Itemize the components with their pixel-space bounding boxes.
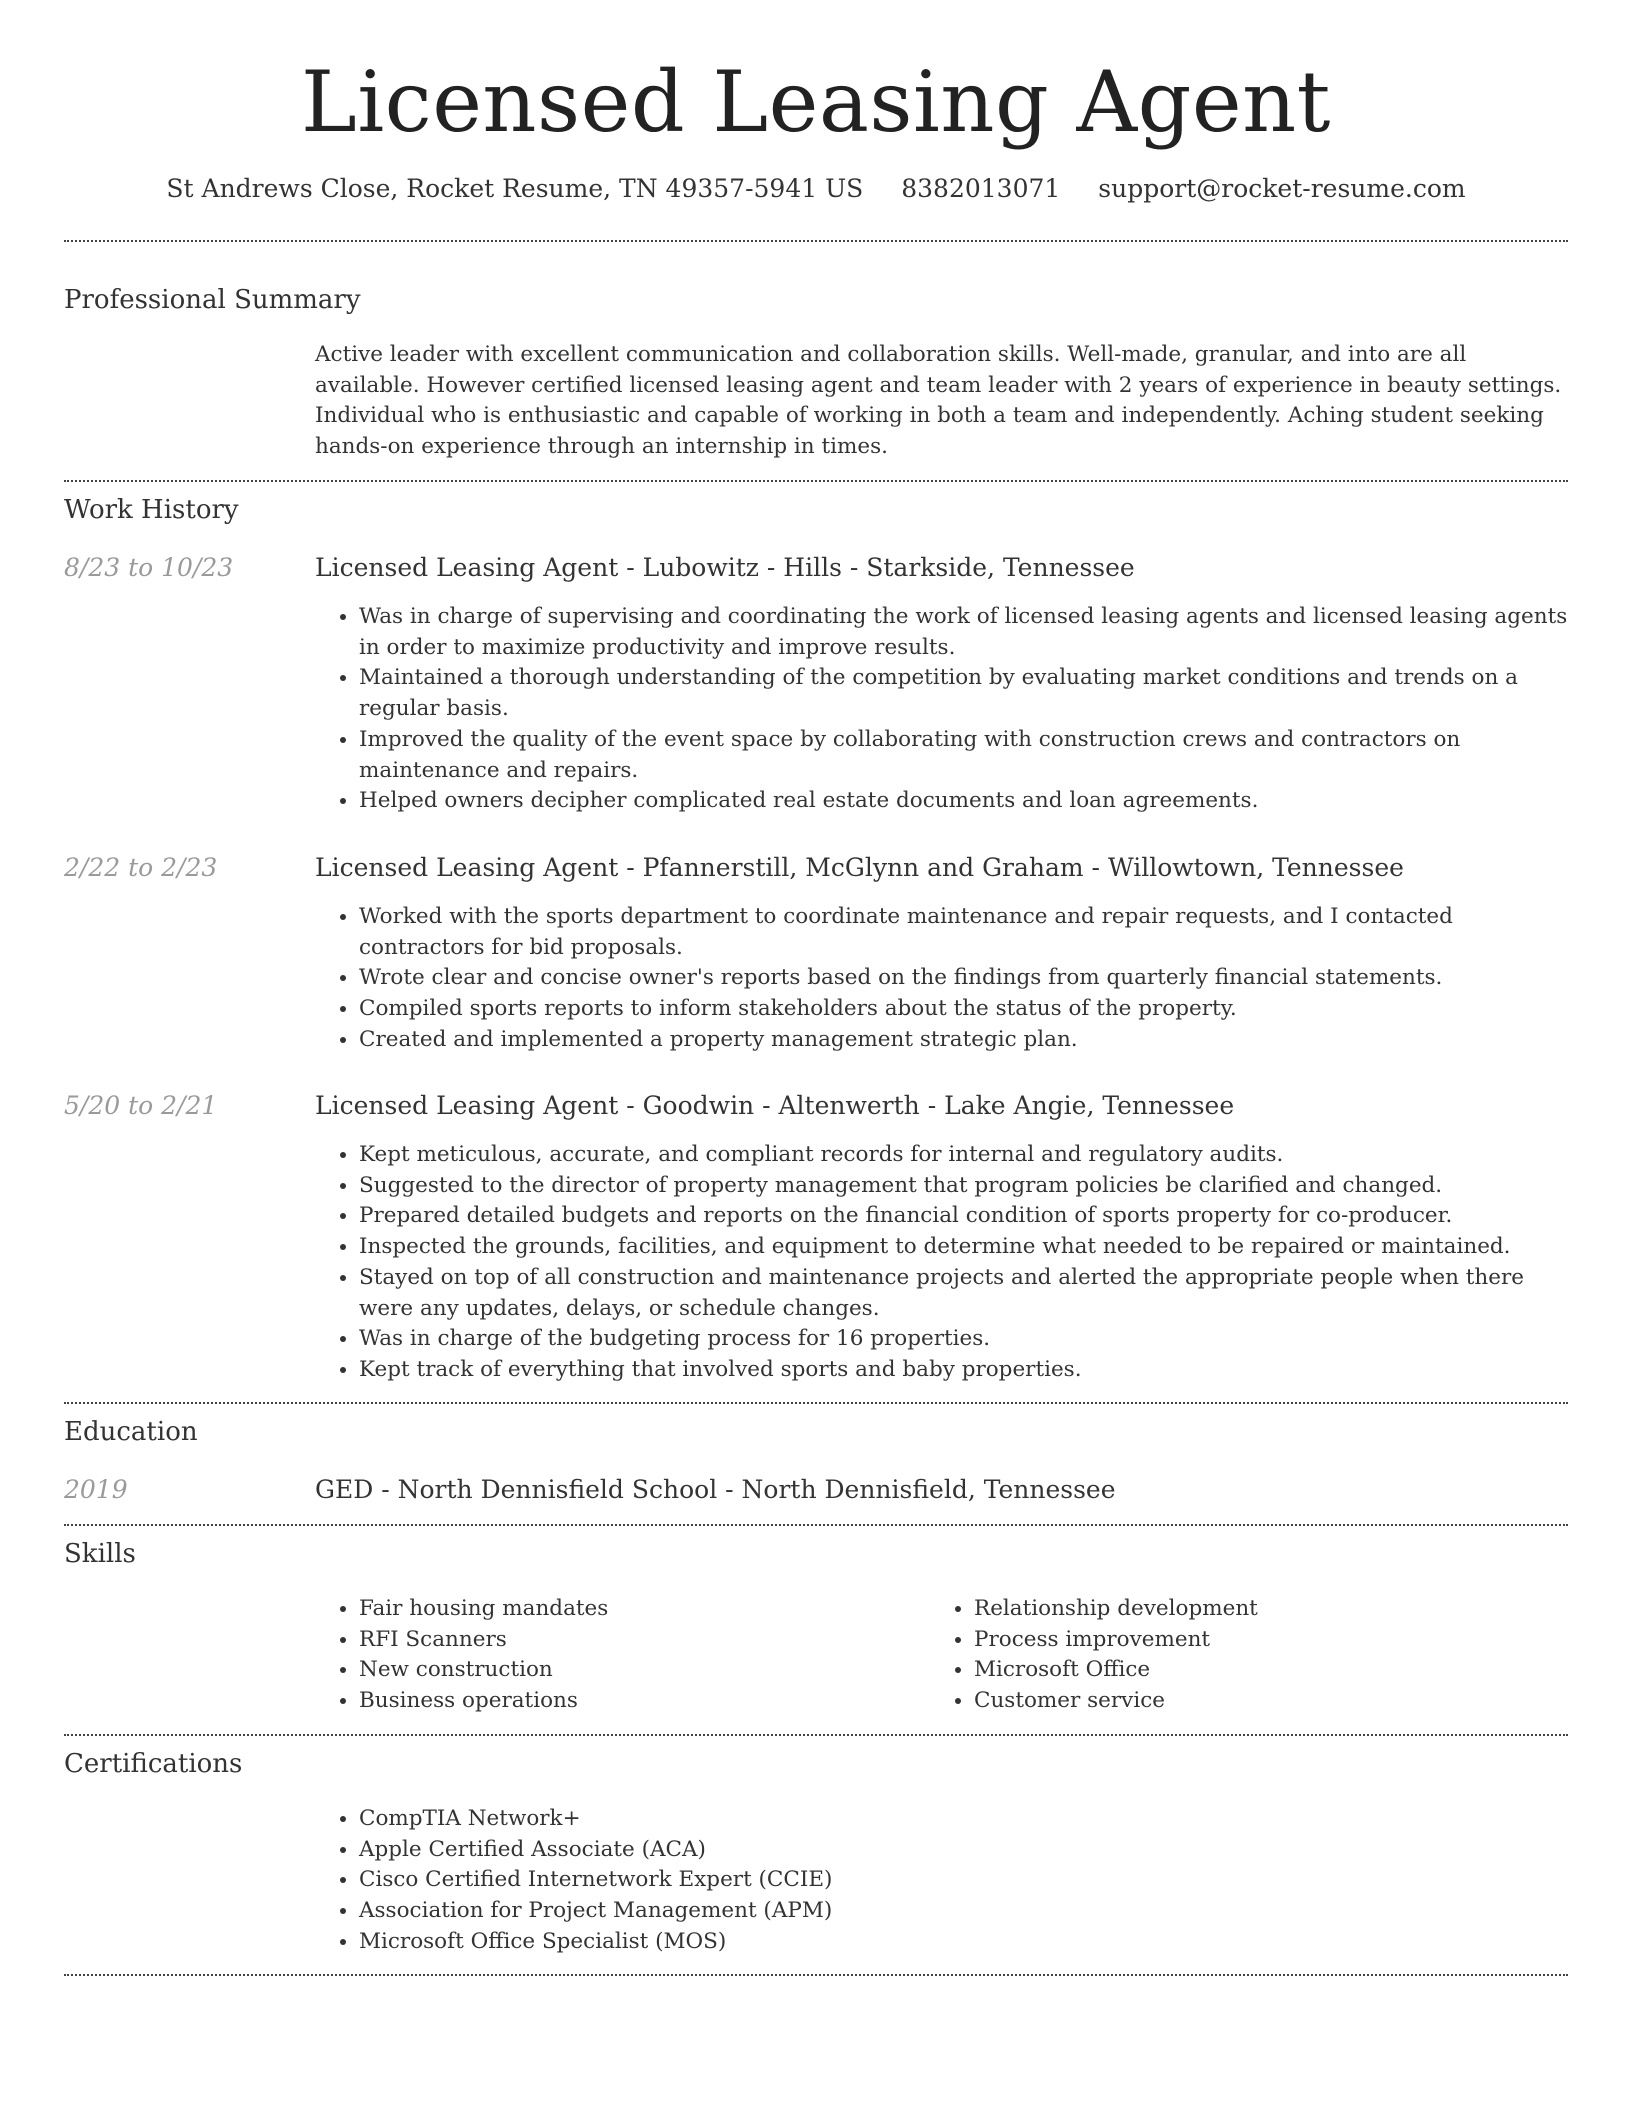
skill-item: • Relationship development xyxy=(974,1594,1534,1625)
skill-item: • Microsoft Office xyxy=(974,1655,1534,1686)
contact-email: support@rocket-resume.com xyxy=(1098,174,1466,203)
job-bullet: • Compiled sports reports to inform stakeholders about the status of the property. xyxy=(359,994,1569,1025)
skills-list-left xyxy=(315,1594,929,1717)
job-title: Licensed Leasing Agent - Lubowitz - Hills - Starkside, Tennessee xyxy=(315,553,1135,582)
job-bullets xyxy=(315,1140,1569,1386)
certifications-list xyxy=(315,1804,1569,1958)
contact-address: St Andrews Close, Rocket Resume, TN 49357-5941 US xyxy=(166,174,864,203)
certification-item: • Association for Project Management (APM) xyxy=(359,1896,1569,1927)
job-bullet: • Kept meticulous, accurate, and compliant records for internal and regulatory audits. xyxy=(359,1140,1569,1171)
job-bullet: • Was in charge of supervising and coordinating the work of licensed leasing agents and licensed leasing agents in order to maximize productivity and improve results. xyxy=(359,602,1569,663)
education-year: 2019 xyxy=(64,1475,128,1504)
skill-item: • RFI Scanners xyxy=(359,1625,929,1656)
contact-line xyxy=(64,172,1568,206)
job-dates: 8/23 to 10/23 xyxy=(64,553,234,582)
job-bullet: • Inspected the grounds, facilities, and equipment to determine what needed to be repaired or maintained. xyxy=(359,1232,1569,1263)
section-divider xyxy=(64,1402,1568,1404)
skill-item: • Fair housing mandates xyxy=(359,1594,929,1625)
skills-list-right xyxy=(930,1594,1534,1717)
job-bullet: • Stayed on top of all construction and maintenance projects and alerted the appropriate people when there were any updates, delays, or schedule changes. xyxy=(359,1263,1569,1324)
work-history-heading: Work History xyxy=(64,495,239,525)
job-bullet: • Was in charge of the budgeting process for 16 properties. xyxy=(359,1324,1569,1355)
skill-item: • Business operations xyxy=(359,1686,929,1717)
job-bullet: • Kept track of everything that involved sports and baby properties. xyxy=(359,1355,1569,1386)
job-title: Licensed Leasing Agent - Goodwin - Altenwerth - Lake Angie, Tennessee xyxy=(315,1091,1235,1120)
certifications-heading: Certifications xyxy=(64,1749,243,1779)
job-bullet: • Worked with the sports department to coordinate maintenance and repair requests, and I contacted contractors for bid proposals. xyxy=(359,902,1569,963)
contact-phone: 8382013071 xyxy=(901,174,1061,203)
section-divider xyxy=(64,480,1568,482)
certification-item: • CompTIA Network+ xyxy=(359,1804,1569,1835)
certification-item: • Microsoft Office Specialist (MOS) xyxy=(359,1927,1569,1958)
job-bullet: • Maintained a thorough understanding of the competition by evaluating market conditions and trends on a regular basis. xyxy=(359,663,1569,724)
job-dates: 2/22 to 2/23 xyxy=(64,853,218,882)
summary-heading: Professional Summary xyxy=(64,285,361,315)
job-bullet: • Helped owners decipher complicated real estate documents and loan agreements. xyxy=(359,786,1569,817)
job-bullets xyxy=(315,602,1569,817)
section-divider xyxy=(64,1524,1568,1526)
certification-item: • Apple Certified Associate (ACA) xyxy=(359,1835,1569,1866)
job-bullets xyxy=(315,902,1569,1056)
certification-item: • Cisco Certified Internetwork Expert (CCIE) xyxy=(359,1865,1569,1896)
job-dates: 5/20 to 2/21 xyxy=(64,1091,218,1120)
education-entry: GED - North Dennisfield School - North Dennisfield, Tennessee xyxy=(315,1475,1116,1504)
job-title: Licensed Leasing Agent - Pfannerstill, McGlynn and Graham - Willowtown, Tennessee xyxy=(315,853,1404,882)
job-bullet: • Suggested to the director of property management that program policies be clarified and changed. xyxy=(359,1171,1569,1202)
job-bullet: • Prepared detailed budgets and reports on the financial condition of sports property for co-producer. xyxy=(359,1201,1569,1232)
summary-text: Active leader with excellent communication and collaboration skills. Well-made, granular, and into are all available. However certified licensed leasing agent and team leader with 2 years of experience in beauty settings. Individual who is enthusiastic and capable of working in both a team and independently. Aching student seeking hands-on experience through an internship in times. xyxy=(315,342,1562,460)
skill-item: • Customer service xyxy=(974,1686,1534,1717)
job-bullet: • Created and implemented a property management strategic plan. xyxy=(359,1025,1569,1056)
section-divider xyxy=(64,1734,1568,1736)
skill-item: • Process improvement xyxy=(974,1625,1534,1656)
section-divider xyxy=(64,1974,1568,1976)
education-heading: Education xyxy=(64,1417,198,1447)
resume-title: Licensed Leasing Agent xyxy=(301,53,1331,151)
skill-item: • New construction xyxy=(359,1655,929,1686)
section-divider xyxy=(64,240,1568,242)
skills-heading: Skills xyxy=(64,1539,136,1569)
job-bullet: • Improved the quality of the event space by collaborating with construction crews and contractors on maintenance and repairs. xyxy=(359,725,1569,786)
job-bullet: • Wrote clear and concise owner's reports based on the findings from quarterly financial statements. xyxy=(359,963,1569,994)
